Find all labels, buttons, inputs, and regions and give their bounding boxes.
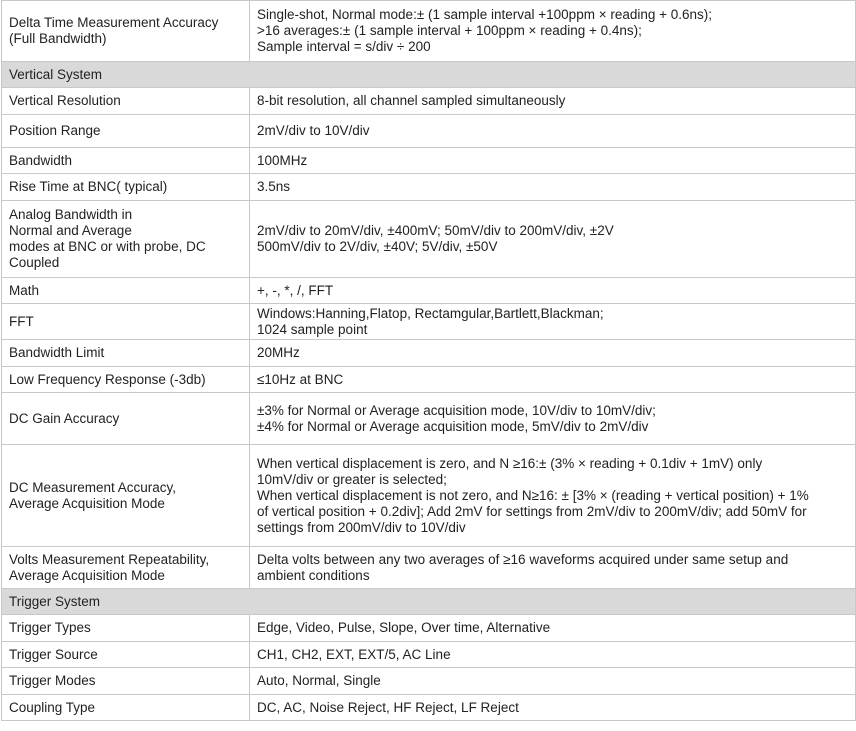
spec-value: 20MHz	[250, 340, 856, 367]
spec-row	[2, 304, 856, 340]
spec-label: Trigger Modes	[2, 668, 250, 695]
spec-row	[2, 88, 856, 115]
spec-value: Edge, Video, Pulse, Slope, Over time, Alternative	[250, 615, 856, 642]
spec-label: Position Range	[2, 115, 250, 148]
spec-value: ≤10Hz at BNC	[250, 367, 856, 393]
spec-row	[2, 445, 856, 547]
spec-label: FFT	[2, 304, 250, 340]
spec-row	[2, 367, 856, 393]
spec-label: Bandwidth Limit	[2, 340, 250, 367]
spec-table	[1, 0, 856, 721]
spec-row	[2, 547, 856, 589]
spec-value: 2mV/div to 10V/div	[250, 115, 856, 148]
spec-row	[2, 615, 856, 642]
spec-row	[2, 1, 856, 62]
spec-row	[2, 148, 856, 174]
spec-value: 3.5ns	[250, 174, 856, 201]
spec-value: Single-shot, Normal mode:± (1 sample interval +100ppm × reading + 0.6ns); >16 averages:± (1 sample interval + 100ppm × reading + 0.4ns); Sample interval = s/div ÷ 200	[250, 1, 856, 62]
spec-value: ±3% for Normal or Average acquisition mode, 10V/div to 10mV/div; ±4% for Normal or Average acquisition mode, 5mV/div to 2mV/div	[250, 393, 856, 445]
spec-table-body	[2, 1, 856, 721]
spec-value: Auto, Normal, Single	[250, 668, 856, 695]
spec-label: Coupling Type	[2, 695, 250, 721]
spec-label: Rise Time at BNC( typical)	[2, 174, 250, 201]
spec-label: Trigger Types	[2, 615, 250, 642]
spec-row	[2, 340, 856, 367]
spec-label: Low Frequency Response (-3db)	[2, 367, 250, 393]
spec-label: Math	[2, 278, 250, 304]
spec-label: DC Measurement Accuracy, Average Acquisition Mode	[2, 445, 250, 547]
section-title: Trigger System	[2, 589, 856, 615]
spec-label: DC Gain Accuracy	[2, 393, 250, 445]
spec-label: Volts Measurement Repeatability, Average Acquisition Mode	[2, 547, 250, 589]
spec-row	[2, 115, 856, 148]
spec-label: Bandwidth	[2, 148, 250, 174]
spec-label: Trigger Source	[2, 642, 250, 668]
section-title: Vertical System	[2, 62, 856, 88]
section-header-row	[2, 62, 856, 88]
spec-value: When vertical displacement is zero, and N ≥16:± (3% × reading + 0.1div + 1mV) only 10mV/div or greater is selected; When vertical displacement is not zero, and N≥16: ± [3% × (reading + vertical position) + 1% of vertical position + 0.2div]; Add 2mV for settings from 2mV/div to 200mV/div; add 50mV for settings from 200mV/div to 10V/div	[250, 445, 856, 547]
spec-row	[2, 642, 856, 668]
spec-row	[2, 695, 856, 721]
spec-label: Vertical Resolution	[2, 88, 250, 115]
spec-value: 100MHz	[250, 148, 856, 174]
spec-row	[2, 174, 856, 201]
spec-label: Analog Bandwidth in Normal and Average modes at BNC or with probe, DC Coupled	[2, 201, 250, 278]
spec-value: Windows:Hanning,Flatop, Rectamgular,Bartlett,Blackman; 1024 sample point	[250, 304, 856, 340]
spec-value: 8-bit resolution, all channel sampled simultaneously	[250, 88, 856, 115]
spec-row	[2, 668, 856, 695]
spec-row	[2, 201, 856, 278]
spec-row	[2, 393, 856, 445]
spec-label: Delta Time Measurement Accuracy (Full Bandwidth)	[2, 1, 250, 62]
section-header-row	[2, 589, 856, 615]
spec-value: Delta volts between any two averages of ≥16 waveforms acquired under same setup and ambient conditions	[250, 547, 856, 589]
spec-value: CH1, CH2, EXT, EXT/5, AC Line	[250, 642, 856, 668]
spec-value: DC, AC, Noise Reject, HF Reject, LF Reject	[250, 695, 856, 721]
spec-value: 2mV/div to 20mV/div, ±400mV; 50mV/div to 200mV/div, ±2V 500mV/div to 2V/div, ±40V; 5V/div, ±50V	[250, 201, 856, 278]
spec-row	[2, 278, 856, 304]
spec-value: +, -, *, /, FFT	[250, 278, 856, 304]
